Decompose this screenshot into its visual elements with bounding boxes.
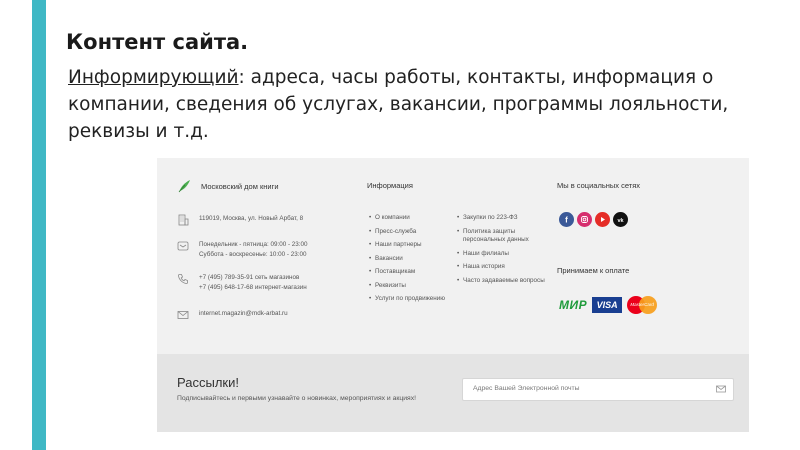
slide-term: Информирующий [68,67,239,88]
info-heading: Информация [367,181,413,190]
phones-text [199,273,307,293]
address-text: 119019, Москва, ул. Новый Арбат, 8 [199,215,304,222]
hours-row [177,240,308,260]
info-links-right [457,214,547,290]
social-heading: Мы в социальных сетях [557,181,641,190]
social-icons [559,212,631,227]
visa-logo: VISA [592,297,622,313]
svg-text:f: f [565,215,568,225]
mail-icon [177,309,189,321]
newsletter-title: Рассылки! [177,375,239,390]
footer-upper [157,158,749,354]
send-mail-icon[interactable] [716,384,726,394]
link-procurement[interactable]: • Закупки по 223-ФЗ [457,214,518,221]
phone-online-store[interactable]: +7 (495) 648-17-68 интернет-магазин [199,284,307,291]
link-suppliers[interactable]: • Поставщикам [369,268,416,275]
email-row [177,309,288,321]
newsletter-email-input[interactable] [462,378,734,401]
payment-logos [559,296,657,314]
slide-body [68,64,793,145]
link-privacy-policy[interactable]: • Политика защиты персональных данных [457,227,529,243]
feather-logo-icon [177,179,191,193]
svg-text:vk: vk [617,217,624,224]
newsletter-description: Подписывайтесь и первыми узнавайте о новинках, мероприятиях и акциях! [177,395,417,402]
phone-icon [177,273,189,285]
newsletter-section [157,354,749,432]
link-branches[interactable]: • Наши филиалы [457,249,509,257]
contacts-column [177,178,357,317]
phone-stores[interactable]: +7 (495) 789-35-91 сеть магазинов [199,274,300,281]
email-link[interactable]: internet.magazin@mdk-arbat.ru [199,310,288,317]
building-icon [177,214,189,226]
mastercard-logo: MasterCard [627,296,657,314]
link-about[interactable]: • О компании [369,214,410,221]
website-footer-screenshot [157,158,749,432]
hours-weekdays: Понедельник - пятница: 09:00 - 23:00 [199,241,308,248]
link-partners[interactable]: • Наши партнеры [369,241,422,248]
vk-icon[interactable] [613,212,628,227]
link-faq[interactable]: • Часто задаваемые вопросы [457,276,545,284]
link-vacancies[interactable]: • Вакансии [369,254,403,262]
accent-bar [32,0,46,450]
brand-name: Московский дом книги [201,181,279,191]
link-promotion[interactable]: • Услуги по продвижению [369,295,446,302]
slide-body-text: : адреса, часы работы, контакты, информация о компании, сведения об услугах, вакансии, программы лояльности, реквизы и т.д. [68,67,729,142]
link-press[interactable]: • Пресс-служба [369,227,417,235]
payment-heading: Принимаем к оплате [557,266,630,275]
email-placeholder: Адрес Вашей Электронной почты [473,385,580,392]
mir-logo: МИР [559,298,588,312]
youtube-icon[interactable] [595,212,610,227]
link-history[interactable]: • Наша история [457,263,505,270]
instagram-icon[interactable] [577,212,592,227]
social-payment-column [557,178,737,312]
address-row [177,214,303,226]
hours-weekend: Суббота - воскресенье: 10:00 - 23:00 [199,251,307,258]
clock-icon [177,240,189,252]
facebook-icon[interactable] [559,212,574,227]
brand[interactable] [177,178,357,194]
info-column [367,178,547,302]
hours-text [199,240,308,260]
link-requisites[interactable]: • Реквизиты [369,281,406,289]
phones-row [177,273,307,293]
info-links-left [369,214,445,309]
slide-title: Контент сайта. [66,30,249,54]
